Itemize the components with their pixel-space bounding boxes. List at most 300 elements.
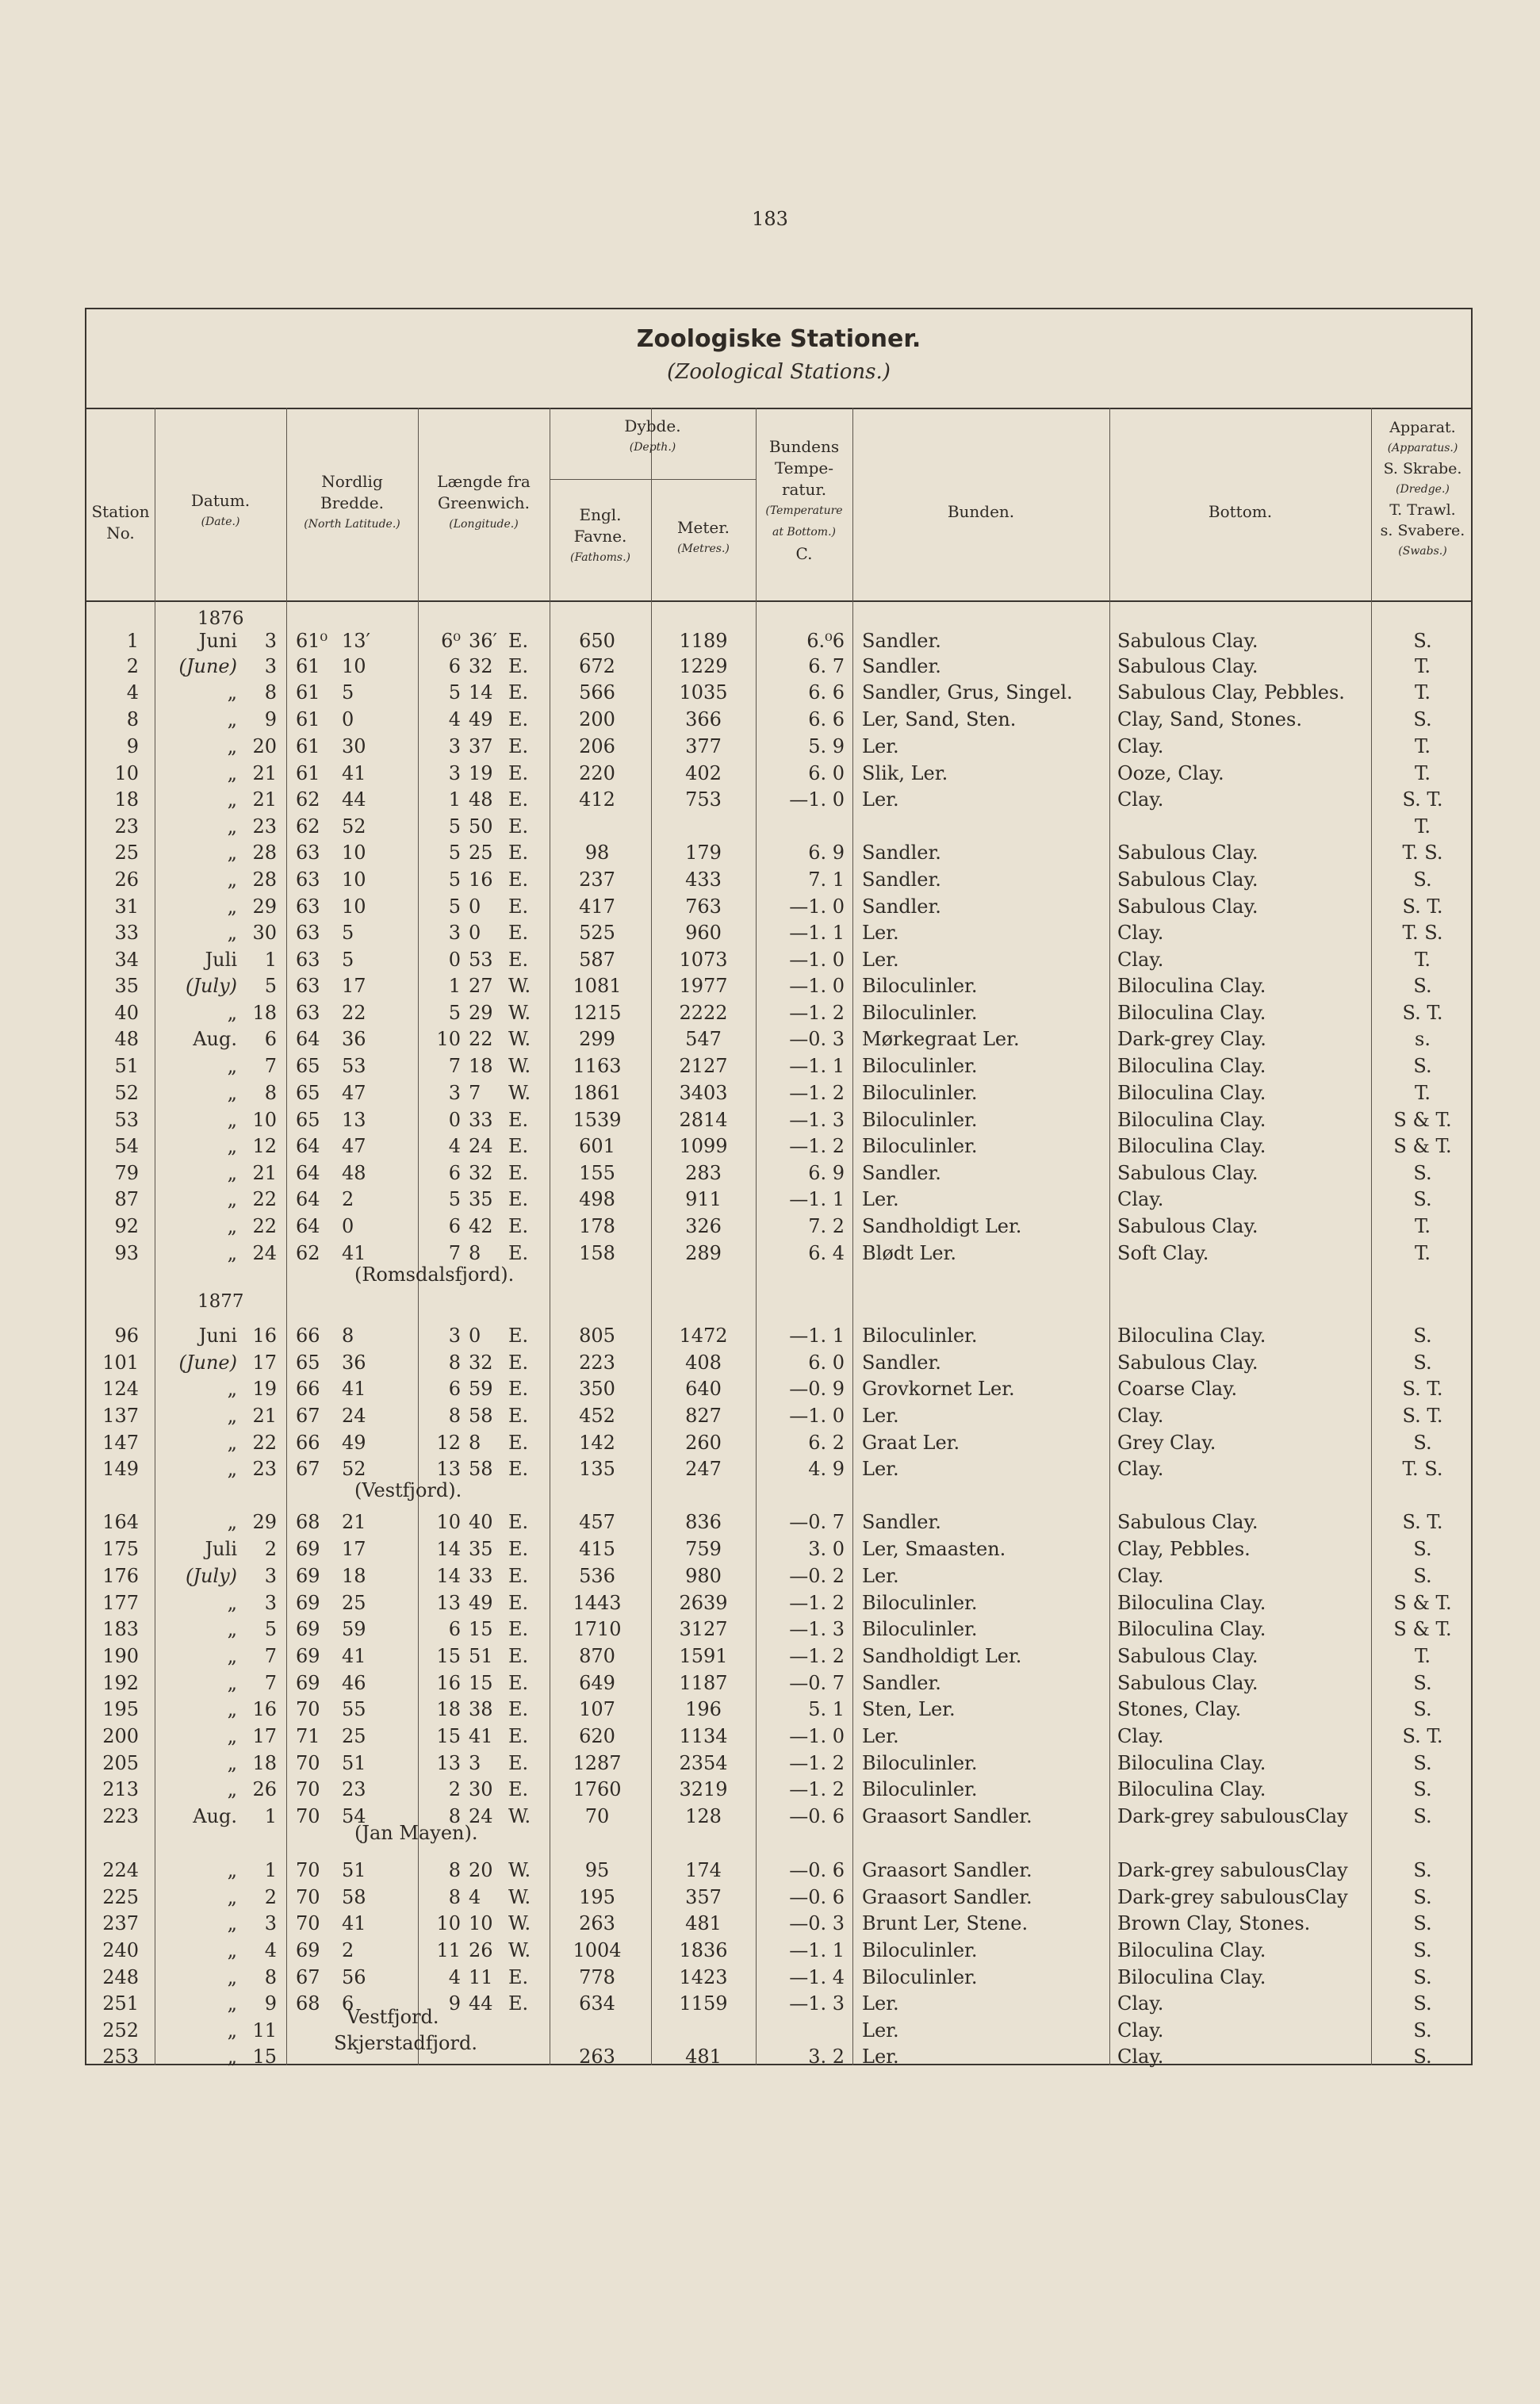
cell-lat-m: 5 [342, 922, 354, 944]
cell-no: 51 [114, 1055, 139, 1077]
cell-fathoms: 155 [579, 1162, 615, 1184]
table-row [86, 1538, 1474, 1565]
table-row [86, 1912, 1474, 1939]
cell-dir: E. [508, 1672, 529, 1694]
cell-dir: E. [508, 1725, 529, 1747]
cell-lat-m: 23 [342, 1778, 366, 1800]
cell-lat-m: 41 [342, 1645, 366, 1667]
cell-bunden: Sandholdigt Ler. [862, 1215, 1022, 1237]
cell-lon-d: 1 [448, 975, 461, 997]
cell-no: 200 [102, 1725, 139, 1747]
cell-lon-m: 25 [469, 842, 493, 864]
cell-bunden: Ler. [862, 1188, 899, 1210]
cell-lat-m: 10 [342, 655, 366, 677]
cell-lat-d: 69 [296, 1565, 320, 1587]
cell-bottom: Ooze, Clay. [1117, 762, 1224, 784]
cell-lat-m: 25 [342, 1592, 366, 1614]
cell-fathoms: 178 [579, 1215, 615, 1237]
cell-lon-m: 0 [469, 895, 481, 918]
cell-lon-m: 11 [469, 1966, 493, 1988]
cell-fathoms: 1163 [573, 1055, 622, 1077]
cell-lon-m: 49 [469, 1592, 493, 1614]
cell-lon-m: 18 [469, 1055, 493, 1077]
cell-day: 17 [252, 1352, 277, 1374]
table-row [86, 630, 1474, 657]
cell-metres: 1977 [679, 975, 728, 997]
cell-lon-m: 35 [469, 1538, 493, 1560]
cell-dir: E. [508, 1698, 529, 1720]
cell-fathoms: 220 [579, 762, 615, 784]
cell-temp: 3. 0 [808, 1538, 845, 1560]
cell-lat-m: 17 [342, 1538, 366, 1560]
cell-no: 52 [114, 1082, 139, 1104]
cell-app: S & T. [1393, 1618, 1452, 1640]
cell-lon-d: 5 [448, 1188, 461, 1210]
header-metres: Meter. (Metres.) [677, 518, 730, 555]
cell-lon-d: 6 [448, 1378, 461, 1400]
cell-bottom: Clay. [1117, 2019, 1164, 2042]
cell-no: 195 [102, 1698, 139, 1720]
cell-lon-m: 4 [469, 1886, 481, 1908]
table-row [86, 1188, 1474, 1215]
cell-bottom: Brown Clay, Stones. [1117, 1912, 1311, 1934]
cell-lon-m: 35 [469, 1188, 493, 1210]
cell-mon: „ [227, 681, 237, 704]
cell-lat-d: 64 [296, 1135, 320, 1157]
header-longitude: Længde fra Greenwich. (Longitude.) [437, 472, 531, 531]
table-row [86, 1778, 1474, 1805]
cell-bottom: Biloculina Clay. [1117, 1325, 1266, 1347]
cell-day: 1 [264, 949, 277, 971]
cell-lon-m: 44 [469, 1992, 493, 2015]
cell-bottom: Sabulous Clay. [1117, 895, 1258, 918]
cell-dir: E. [508, 1242, 529, 1264]
cell-bunden: Biloculinler. [862, 1618, 978, 1640]
cell-lon-d: 5 [448, 842, 461, 864]
cell-mon: (June) [178, 1352, 237, 1374]
cell-bunden: Blødt Ler. [862, 1242, 957, 1264]
cell-app: S & T. [1393, 1135, 1452, 1157]
cell-temp: 6.⁰6 [806, 630, 845, 652]
cell-lat-m: 52 [342, 815, 366, 838]
cell-temp: 6. 6 [808, 681, 845, 704]
table-row [86, 1055, 1474, 1082]
cell-lon-m: 19 [469, 762, 493, 784]
cell-day: 18 [252, 1752, 277, 1774]
cell-dir: E. [508, 1432, 529, 1454]
cell-day: 29 [252, 895, 277, 918]
cell-no: 48 [114, 1028, 139, 1050]
table-row [86, 1565, 1474, 1592]
cell-bottom: Biloculina Clay. [1117, 1966, 1266, 1988]
table-row [86, 1405, 1474, 1432]
cell-app: T. S. [1402, 922, 1443, 944]
cell-day: 5 [264, 1618, 277, 1640]
header-bottom-rule [86, 600, 1471, 602]
cell-bunden: Sandler. [862, 1672, 941, 1694]
cell-dir: E. [508, 868, 529, 891]
cell-lon-m: 58 [469, 1405, 493, 1427]
cell-dir: W. [508, 1028, 531, 1050]
cell-no: 213 [102, 1778, 139, 1800]
cell-dir: E. [508, 1109, 529, 1131]
cell-metres: 366 [685, 708, 722, 730]
cell-temp: —1. 1 [789, 1939, 845, 1961]
cell-fathoms: 1710 [573, 1618, 622, 1640]
cell-lat-m: 41 [342, 1378, 366, 1400]
cell-no: 248 [102, 1966, 139, 1988]
cell-fathoms: 200 [579, 708, 615, 730]
cell-dir: E. [508, 1162, 529, 1184]
cell-temp: 6. 6 [808, 708, 845, 730]
cell-fathoms: 299 [579, 1028, 615, 1050]
cell-lon-d: 4 [448, 1135, 461, 1157]
cell-lon-d: 4 [448, 708, 461, 730]
cell-temp: —1. 0 [789, 975, 845, 997]
cell-no: 54 [114, 1135, 139, 1157]
cell-lon-d: 5 [448, 895, 461, 918]
cell-app: T. S. [1402, 1458, 1443, 1480]
cell-mon: Juni [198, 1325, 237, 1347]
cell-temp: —1. 1 [789, 922, 845, 944]
cell-fathoms: 566 [579, 681, 615, 704]
cell-temp: 6. 9 [808, 842, 845, 864]
cell-mon: „ [227, 1082, 237, 1104]
cell-bottom: Dark-grey Clay. [1117, 1028, 1266, 1050]
cell-dir: E. [508, 1538, 529, 1560]
cell-day: 2 [264, 1538, 277, 1560]
cell-app: S. [1413, 1432, 1432, 1454]
cell-metres: 433 [685, 868, 722, 891]
cell-lon-d: 8 [448, 1405, 461, 1427]
cell-mon: „ [227, 922, 237, 944]
cell-lat-d: 66 [296, 1325, 320, 1347]
cell-temp: —1. 0 [789, 895, 845, 918]
cell-app: T. [1414, 735, 1431, 757]
cell-lat-m: 8 [342, 1325, 354, 1347]
cell-no: 176 [102, 1565, 139, 1587]
cell-mon: „ [227, 1966, 237, 1988]
cell-fathoms: 142 [579, 1432, 615, 1454]
cell-no: 96 [114, 1325, 139, 1347]
cell-dir: E. [508, 1215, 529, 1237]
table-row [86, 868, 1474, 895]
cell-metres: 827 [685, 1405, 722, 1427]
cell-day: 17 [252, 1725, 277, 1747]
table-row [86, 1082, 1474, 1109]
cell-metres: 753 [685, 788, 722, 811]
cell-bottom: Clay. [1117, 2046, 1164, 2068]
cell-day: 19 [252, 1378, 277, 1400]
cell-lon-m: 38 [469, 1698, 493, 1720]
table-row [86, 1458, 1474, 1485]
cell-bunden: Graasort Sandler. [862, 1886, 1032, 1908]
cell-lon-d: 16 [436, 1672, 461, 1694]
cell-metres: 1035 [679, 681, 728, 704]
cell-no: 164 [102, 1511, 139, 1533]
cell-lon-d: 13 [436, 1752, 461, 1774]
table-row [86, 1859, 1474, 1886]
cell-lon-m: 15 [469, 1618, 493, 1640]
cell-day: 3 [264, 1592, 277, 1614]
table-row [86, 975, 1474, 1002]
cell-bottom: Biloculina Clay. [1117, 1752, 1266, 1774]
cell-lon-m: 50 [469, 815, 493, 838]
table-row [86, 1215, 1474, 1242]
cell-no: 1 [126, 630, 139, 652]
cell-no: 237 [102, 1912, 139, 1934]
cell-lat-d: 64 [296, 1215, 320, 1237]
cell-lat-d: 70 [296, 1698, 320, 1720]
cell-fathoms: 650 [579, 630, 615, 652]
cell-lat-d: 64 [296, 1188, 320, 1210]
cell-day: 26 [252, 1778, 277, 1800]
cell-lon-m: 41 [469, 1725, 493, 1747]
cell-bunden: Biloculinler. [862, 1135, 978, 1157]
cell-lat-m: 0 [342, 1215, 354, 1237]
cell-lon-m: 42 [469, 1215, 493, 1237]
table-row [86, 762, 1474, 789]
cell-lon-d: 6 [448, 1162, 461, 1184]
cell-day: 1 [264, 1805, 277, 1827]
table-row [86, 1672, 1474, 1699]
cell-mon: „ [227, 735, 237, 757]
cell-lat-d: 70 [296, 1805, 320, 1827]
cell-bunden: Ler. [862, 1725, 899, 1747]
table-row [86, 1886, 1474, 1913]
cell-dir: W. [508, 1912, 531, 1934]
cell-temp: —0. 3 [789, 1912, 845, 1934]
cell-app: S. [1413, 1538, 1432, 1560]
cell-app: S. [1413, 1939, 1432, 1961]
cell-bunden: Biloculinler. [862, 1082, 978, 1104]
cell-fathoms: 1287 [573, 1752, 622, 1774]
cell-temp: —1. 0 [789, 1725, 845, 1747]
cell-lat-m: 49 [342, 1432, 366, 1454]
table-row [86, 1135, 1474, 1162]
cell-lon-m: 33 [469, 1565, 493, 1587]
cell-lon-d: 3 [448, 1325, 461, 1347]
cell-lat-d: 61⁰ [296, 630, 328, 652]
cell-metres: 1159 [679, 1992, 728, 2015]
cell-metres: 3127 [679, 1618, 728, 1640]
header-apparatus: Apparat. (Apparatus.) S. Skrabe. (Dredge.) T. Trawl. s. Svabere. (Swabs.) [1380, 419, 1465, 558]
cell-bottom: Sabulous Clay, Pebbles. [1117, 681, 1345, 704]
cell-metres: 1591 [679, 1645, 728, 1667]
cell-bottom: Sabulous Clay. [1117, 868, 1258, 891]
header-depth: Dybde. (Depth.) [624, 416, 681, 454]
cell-bunden: Ler. [862, 788, 899, 811]
region-note: (Vestfjord). [354, 1479, 462, 1501]
table-row [86, 1325, 1474, 1352]
cell-no: 53 [114, 1109, 139, 1131]
cell-metres: 911 [685, 1188, 722, 1210]
cell-bunden: Ler. [862, 922, 899, 944]
cell-fathoms: 1081 [573, 975, 622, 997]
cell-app: T. [1414, 762, 1431, 784]
cell-lat-d: 70 [296, 1912, 320, 1934]
cell-bunden: Sandler. [862, 655, 941, 677]
cell-bunden: Biloculinler. [862, 1752, 978, 1774]
cell-lat-d: 63 [296, 868, 320, 891]
cell-bunden: Sandler. [862, 1352, 941, 1374]
cell-lon-m: 22 [469, 1028, 493, 1050]
cell-dir: E. [508, 1592, 529, 1614]
cell-bottom: Clay, Pebbles. [1117, 1538, 1251, 1560]
cell-fathoms: 452 [579, 1405, 615, 1427]
cell-bottom: Clay. [1117, 1565, 1164, 1587]
cell-lon-m: 33 [469, 1109, 493, 1131]
cell-dir: E. [508, 1618, 529, 1640]
cell-mon: „ [227, 1215, 237, 1237]
cell-day: 28 [252, 842, 277, 864]
cell-lat-d: 69 [296, 1618, 320, 1640]
cell-bunden: Sandler. [862, 630, 941, 652]
cell-mon: „ [227, 1992, 237, 2015]
cell-bunden: Sandholdigt Ler. [862, 1645, 1022, 1667]
table-row [86, 1109, 1474, 1136]
cell-lon-d: 7 [448, 1055, 461, 1077]
cell-lat-m: 10 [342, 868, 366, 891]
header-date: Datum. (Date.) [190, 491, 251, 528]
cell-lon-d: 5 [448, 681, 461, 704]
cell-temp: —1. 2 [789, 1778, 845, 1800]
cell-lat-m: 41 [342, 1912, 366, 1934]
cell-mon: „ [227, 1188, 237, 1210]
cell-bunden: Biloculinler. [862, 1002, 978, 1024]
cell-temp: —1. 1 [789, 1055, 845, 1077]
cell-mon: „ [227, 1672, 237, 1694]
cell-lon-m: 0 [469, 1325, 481, 1347]
cell-lat-m: 47 [342, 1135, 366, 1157]
cell-mon: „ [227, 1618, 237, 1640]
cell-mon: „ [227, 1242, 237, 1264]
cell-lat-m: 51 [342, 1859, 366, 1881]
cell-day: 6 [264, 1028, 277, 1050]
cell-app: S. [1413, 1565, 1432, 1587]
header-bunden: Bunden. [947, 502, 1015, 521]
cell-dir: W. [508, 1082, 531, 1104]
cell-lat-m: 17 [342, 975, 366, 997]
cell-lon-m: 32 [469, 1352, 493, 1374]
cell-lon-m: 8 [469, 1242, 481, 1264]
cell-bunden: Ler, Sand, Sten. [862, 708, 1017, 730]
cell-fathoms: 412 [579, 788, 615, 811]
cell-no: 26 [114, 868, 139, 891]
cell-mon: „ [227, 868, 237, 891]
cell-bottom: Dark-grey sabulousClay [1117, 1859, 1348, 1881]
cell-no: 251 [102, 1992, 139, 2015]
cell-metres: 1073 [679, 949, 728, 971]
cell-day: 3 [264, 630, 277, 652]
cell-bunden: Sandler, Grus, Singel. [862, 681, 1073, 704]
cell-metres: 2814 [679, 1109, 728, 1131]
cell-fathoms: 536 [579, 1565, 615, 1587]
cell-temp: —1. 3 [789, 1618, 845, 1640]
cell-app: T. [1414, 1645, 1431, 1667]
cell-fathoms: 525 [579, 922, 615, 944]
cell-lon-m: 32 [469, 655, 493, 677]
cell-mon: „ [227, 1378, 237, 1400]
cell-metres: 174 [685, 1859, 722, 1881]
cell-day: 23 [252, 815, 277, 838]
cell-fathoms: 587 [579, 949, 615, 971]
cell-bunden: Sandler. [862, 895, 941, 918]
cell-lon-d: 8 [448, 1886, 461, 1908]
table-row [86, 788, 1474, 815]
cell-fathoms: 634 [579, 1992, 615, 2015]
cell-temp: —1. 2 [789, 1082, 845, 1104]
cell-mon: „ [227, 1002, 237, 1024]
cell-lon-d: 7 [448, 1242, 461, 1264]
cell-dir: W. [508, 1805, 531, 1827]
cell-bunden: Ler. [862, 949, 899, 971]
cell-bunden: Biloculinler. [862, 1055, 978, 1077]
cell-lat-m: 36 [342, 1028, 366, 1050]
cell-bottom: Clay. [1117, 788, 1164, 811]
cell-temp: —1. 3 [789, 1992, 845, 2015]
cell-metres: 481 [685, 1912, 722, 1934]
cell-lon-m: 26 [469, 1939, 493, 1961]
cell-lat-m: 53 [342, 1055, 366, 1077]
cell-fathoms: 195 [579, 1886, 615, 1908]
cell-bunden: Ler. [862, 1565, 899, 1587]
cell-app: S. T. [1402, 788, 1443, 811]
cell-temp: —1. 0 [789, 788, 845, 811]
region-note: Skjerstadfjord. [334, 2032, 477, 2054]
cell-day: 7 [264, 1672, 277, 1694]
cell-app: S. T. [1402, 1511, 1443, 1533]
cell-bunden: Sandler. [862, 1162, 941, 1184]
cell-metres: 640 [685, 1378, 722, 1400]
cell-fathoms: 620 [579, 1725, 615, 1747]
cell-temp: —1. 4 [789, 1966, 845, 1988]
table-row [86, 708, 1474, 735]
table-title: Zoologiske Stationer. [636, 325, 921, 353]
cell-mon: „ [227, 1592, 237, 1614]
cell-fathoms: 237 [579, 868, 615, 891]
cell-day: 16 [252, 1325, 277, 1347]
cell-lat-d: 65 [296, 1055, 320, 1077]
cell-lat-m: 13′ [342, 630, 370, 652]
cell-lat-d: 61 [296, 708, 320, 730]
cell-dir: E. [508, 1752, 529, 1774]
cell-lon-d: 5 [448, 815, 461, 838]
cell-temp: —0. 2 [789, 1565, 845, 1587]
cell-day: 3 [264, 1565, 277, 1587]
table-row [86, 1725, 1474, 1752]
cell-lon-d: 5 [448, 1002, 461, 1024]
table-row [86, 655, 1474, 682]
cell-lat-m: 56 [342, 1966, 366, 1988]
cell-lat-d: 69 [296, 1939, 320, 1961]
cell-temp: —1. 3 [789, 1109, 845, 1131]
cell-bunden: Slik, Ler. [862, 762, 948, 784]
cell-no: 34 [114, 949, 139, 971]
cell-metres: 3219 [679, 1778, 728, 1800]
cell-temp: 6. 0 [808, 762, 845, 784]
cell-bottom: Biloculina Clay. [1117, 975, 1266, 997]
cell-lon-d: 15 [436, 1645, 461, 1667]
cell-bunden: Ler. [862, 1405, 899, 1427]
cell-bottom: Clay. [1117, 922, 1164, 944]
cell-lat-m: 0 [342, 708, 354, 730]
cell-lon-d: 6 [448, 655, 461, 677]
cell-lon-m: 59 [469, 1378, 493, 1400]
cell-dir: W. [508, 1939, 531, 1961]
cell-no: 190 [102, 1645, 139, 1667]
cell-mon: „ [227, 1162, 237, 1184]
